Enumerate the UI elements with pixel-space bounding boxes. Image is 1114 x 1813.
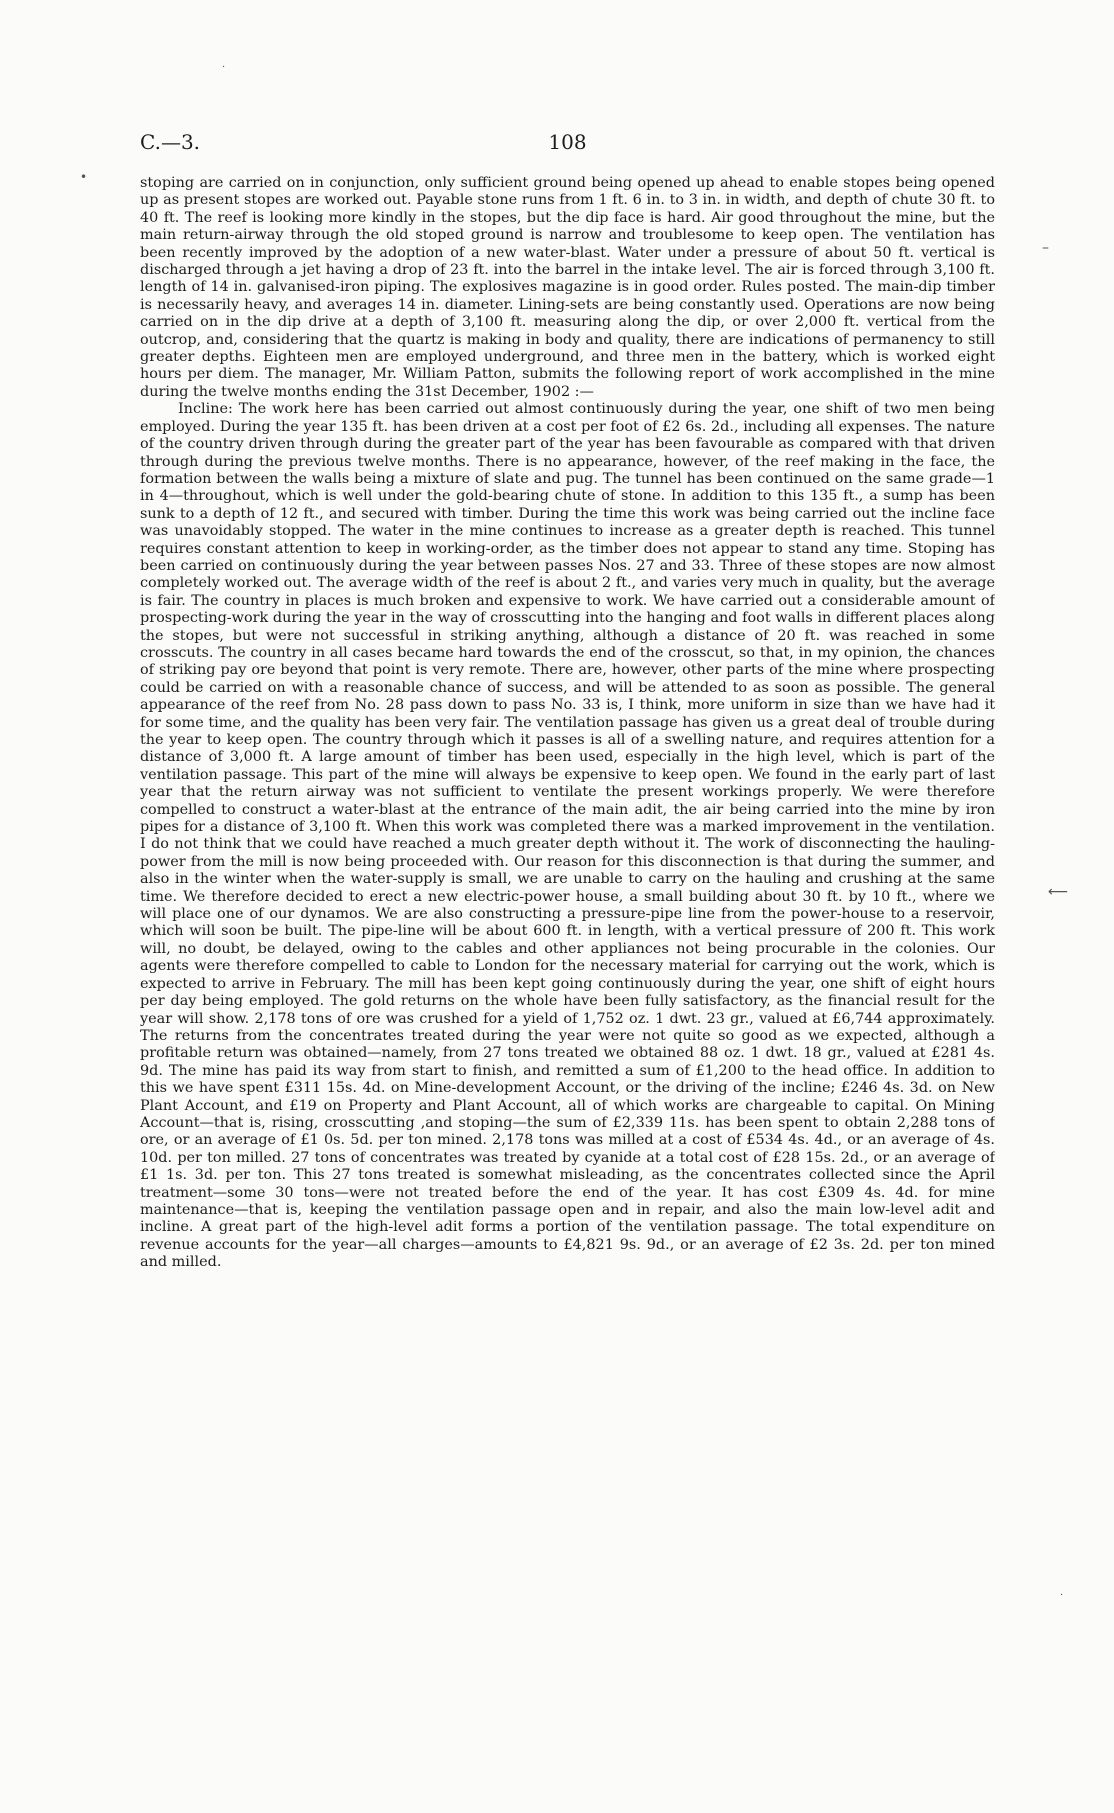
page-number: 108 (548, 130, 587, 154)
body-text (140, 175, 995, 1615)
document-reference: C.—3. (140, 130, 201, 154)
scan-speck: · (222, 62, 226, 73)
margin-bullet-mark: • (80, 170, 88, 184)
margin-arrow-mark: ⟵ (1048, 884, 1069, 900)
page-header (140, 130, 995, 160)
paragraph-manager-report: Incline: The work here has been carried out almost continuously during the year, one shift of two men being employed. During the year 135 ft. has been driven at a cost per foot of £2 6s. 2d., including all expenses. The nature of the country driven through during the greater part of the year has been favourable as compared with that driven through during the previous twelve months. There is no appearance, however, of the reef making in the face, the formation between the walls being a mixture of slate and pug. The tunnel has been continued on the same grade—1 in 4—throughout, which is well under the gold-bearing chute of stone. In addition to this 135 ft., a sump has been sunk to a depth of 12 ft., and secured with timber. During the time this work was being carried out the incline face was unavoidably stopped. The water in the mine continues to increase as a greater depth is reached. This tunnel requires constant attention to keep in working-order, as the timber does not appear to stand any time. Stoping has been carried on continuously during the year between passes Nos. 27 and 33. Three of these stopes are now almost completely worked out. The average width of the reef is about 2 ft., and varies very much in quality, but the average is fair. The country in places is much broken and expensive to work. We have carried out a considerable amount of prospecting-work during the year in the way of crosscutting into the hanging and foot walls in different places along the stopes, but were not successful in striking anything, although a distance of 20 ft. was reached in some crosscuts. The country in all cases became hard towards the end of the crosscut, so that, in my opinion, the chances of striking pay ore beyond that point is very remote. There are, however, other parts of the mine where prospecting could be carried on with a reasonable chance of success, and will be attended to as soon as possible. The general appearance of the reef from No. 28 pass down to pass No. 33 is, I think, more uniform in size than we have had it for some time, and the quality has been very fair. The ventilation passage has given us a great deal of trouble during the year to keep open. The country through which it passes is all of a swelling nature, and requires attention for a distance of 3,000 ft. A large amount of timber has been used, especially in the high level, which is part of the ventilation passage. This part of the mine will always be expensive to keep open. We found in the early part of last year that the return airway was not sufficient to ventilate the present workings properly. We were therefore compelled to construct a water-blast at the entrance of the main adit, the air being carried into the mine by iron pipes for a distance of 3,100 ft. When this work was completed there was a marked improvement in the ventilation. I do not think that we could have reached a much greater depth without it. The work of disconnecting the hauling-power from the mill is now being proceeded with. Our reason for this disconnection is that during the summer, and also in the winter when the water-supply is small, we are unable to carry on the hauling and crushing at the same time. We therefore decided to erect a new electric-power house, a small building about 30 ft. by 10 ft., where we will place one of our dynamos. We are also constructing a pressure-pipe line from the power-house to a reservoir, which will soon be built. The pipe-line will be about 600 ft. in length, with a vertical pressure of 200 ft. This work will, no doubt, be delayed, owing to the cables and other appliances not being procurable in the colonies. Our agents were therefore compelled to cable to London for the necessary material for carrying out the work, which is expected to arrive in February. The mill has been kept going continuously during the year, one shift of eight hours per day being employed. The gold returns on the whole have been fully satisfactory, as the financial result for the year will show. 2,178 tons of ore was crushed for a yield of 1,752 oz. 1 dwt. 23 gr., valued at £6,744 approximately. The returns from the concentrates treated during the year were not quite so good as we expected, although a profitable return was obtained—namely, from 27 tons treated we obtained 88 oz. 1 dwt. 18 gr., valued at £281 4s. 9d. The mine has paid its way from start to finish, and remitted a sum of £1,200 to the head office. In addition to this we have spent £311 15s. 4d. on Mine-development Account, or the driving of the incline; £246 4s. 3d. on New Plant Account, and £19 on Property and Plant Account, all of which works are chargeable to capital. On Mining Account—that is, rising, crosscutting ,and stoping—the sum of £2,339 11s. has been spent to obtain 2,288 tons of ore, or an average of £1 0s. 5d. per ton mined. 2,178 tons was milled at a cost of £534 4s. 4d., or an average of 4s. 10d. per ton milled. 27 tons of concentrates was treated by cyanide at a total cost of £28 15s. 2d., or an average of £1 1s. 3d. per ton. This 27 tons treated is somewhat misleading, as the concentrates collected since the April treatment—some 30 tons—were not treated before the end of the year. It has cost £309 4s. 4d. for mine maintenance—that is, keeping the ventilation passage open and in repair, and also the main low-level adit and incline. A great part of the high-level adit forms a portion of the ventilation passage. The total expenditure on revenue accounts for the year—all charges—amounts to £4,821 9s. 9d., or an average of £2 3s. 2d. per ton mined and milled. (140, 401, 995, 1271)
scan-speck-bottom: · (1060, 1590, 1064, 1601)
paragraph-mine-inspection: stoping are carried on in conjunction, only sufficient ground being opened up ahead to enable stopes being opened up as present stopes are worked out. Payable stone runs from 1 ft. 6 in. to 3 in. in width, and depth of chute 30 ft. to 40 ft. The reef is looking more kindly in the stopes, but the dip face is hard. Air good throughout the mine, but the main return-airway through the old stoped ground is narrow and troublesome to keep open. The ventilation has been recently improved by the adoption of a new water-blast. Water under a pressure of about 50 ft. vertical is discharged through a jet having a drop of 23 ft. into the barrel in the intake level. The air is forced through 3,100 ft. length of 14 in. galvanised-iron piping. The explosives magazine is in good order. Rules posted. The main-dip timber is necessarily heavy, and averages 14 in. diameter. Lining-sets are being constantly used. Operations are now being carried on in the dip drive at a depth of 3,100 ft. measuring along the dip, or over 2,000 ft. vertical from the outcrop, and, considering that the quartz is making in body and quality, there are indications of permanency to still greater depths. Eighteen men are employed underground, and three men in the battery, which is worked eight hours per diem. The manager, Mr. William Patton, submits the following report of work accomplished in the mine during the twelve months ending the 31st December, 1902 :— (140, 175, 995, 400)
margin-dash-mark: – (1042, 240, 1049, 256)
